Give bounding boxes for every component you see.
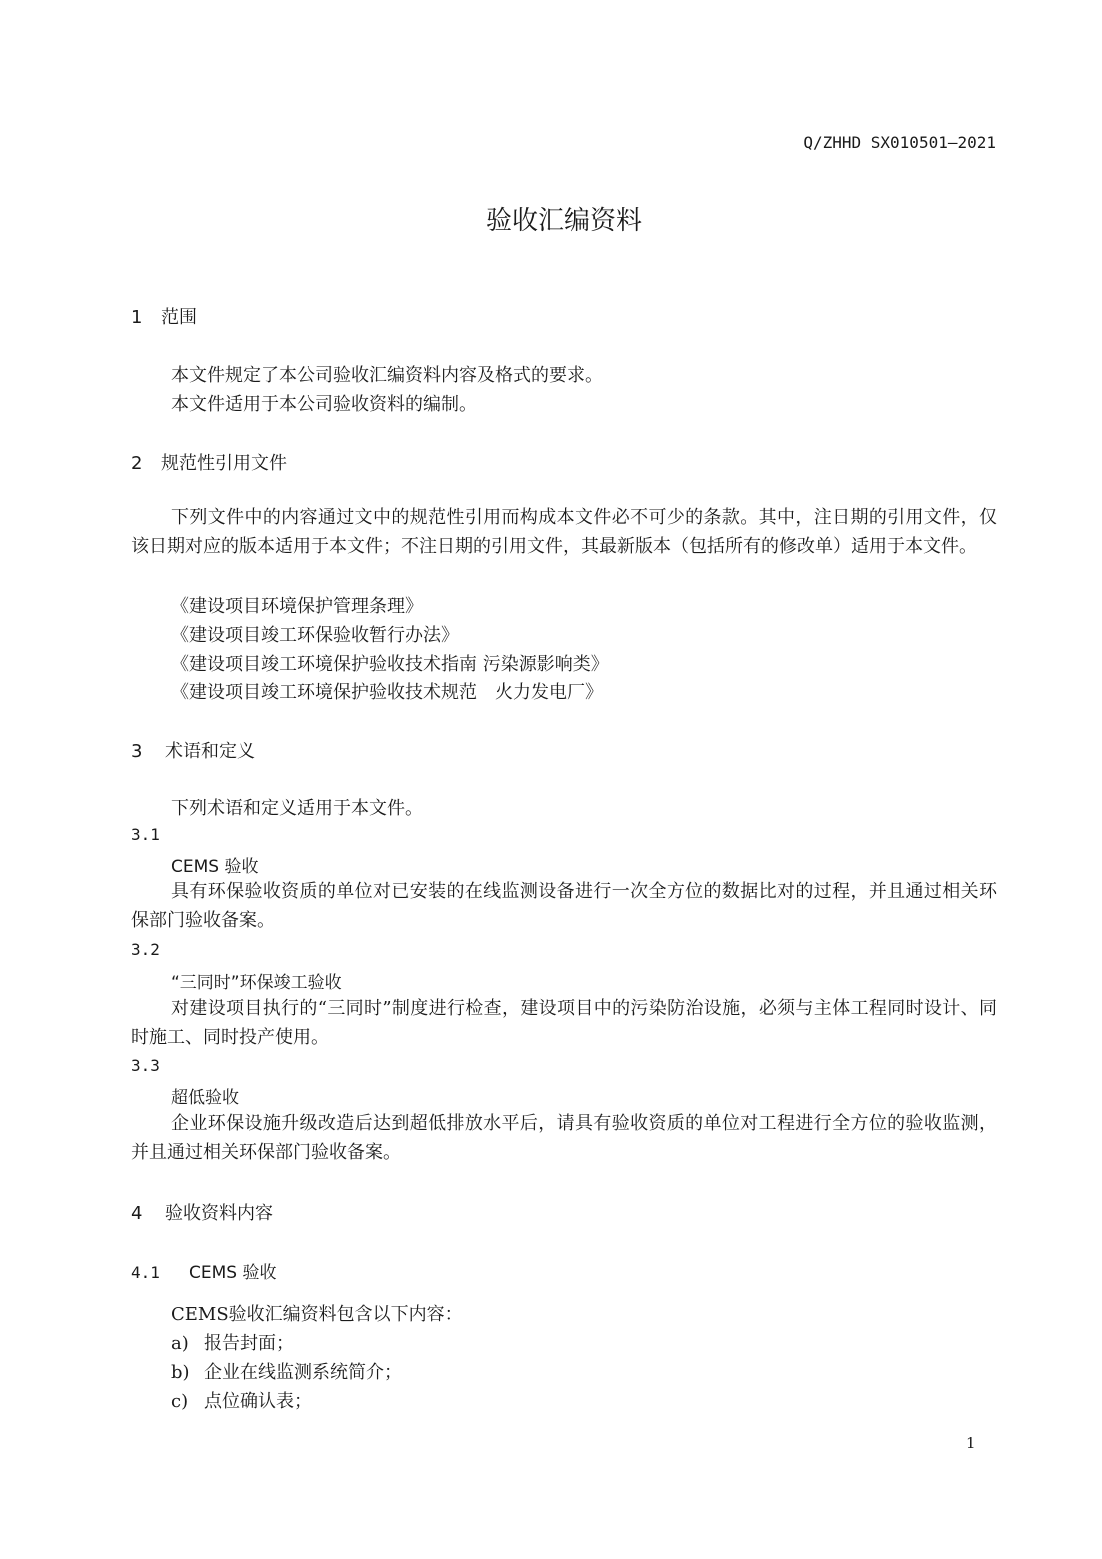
section-title: 范围 [161, 307, 197, 328]
section-title: 术语和定义 [165, 741, 255, 762]
term-number: 3.1 [131, 825, 160, 844]
term-name: CEMS 验收 [171, 857, 259, 877]
term-definition: 企业环保设施升级改造后达到超低排放水平后，请具有验收资质的单位对工程进行全方位的验收监测，并且通过相关环保部门验收备案。 [131, 1113, 997, 1163]
section-4-heading [131, 1199, 273, 1225]
term-number: 3.2 [131, 940, 160, 959]
term-name: 超低验收 [171, 1088, 239, 1108]
section-number: 4 [131, 1203, 143, 1224]
section-title: 规范性引用文件 [161, 453, 287, 474]
subsection-4-1-heading [131, 1258, 276, 1283]
reference-item: 《建设项目竣工环境保护验收技术指南 污染源影响类》 [171, 654, 609, 675]
paragraph: 本文件规定了本公司验收汇编资料内容及格式的要求。 [171, 365, 603, 386]
paragraph: 本文件适用于本公司验收资料的编制。 [171, 394, 477, 415]
list-text: 企业在线监测系统简介； [204, 1362, 402, 1383]
term-definition: 对建设项目执行的“三同时”制度进行检查，建设项目中的污染防治设施，必须与主体工程同时设计、同时施工、同时投产使用。 [131, 998, 997, 1048]
section-number: 2 [131, 453, 143, 474]
section-2-heading [131, 449, 287, 475]
list-label: b) [171, 1362, 190, 1383]
list-item [171, 1358, 402, 1384]
list-text: 报告封面； [204, 1333, 294, 1354]
reference-item: 《建设项目环境保护管理条理》 [171, 596, 423, 617]
paragraph: 下列文件中的内容通过文中的规范性引用而构成本文件必不可少的条款。其中，注日期的引用文件，仅该日期对应的版本适用于本文件；不注日期的引用文件，其最新版本（包括所有的修改单）适用于本文件。 [131, 507, 997, 557]
section-number: 3 [131, 741, 143, 762]
reference-item: 《建设项目竣工环境保护验收技术规范 火力发电厂》 [171, 682, 603, 703]
subsection-title: CEMS 验收 [189, 1263, 277, 1283]
list-label: c) [171, 1391, 189, 1412]
list-item [171, 1387, 312, 1413]
section-title: 验收资料内容 [165, 1203, 273, 1224]
subsection-number: 4.1 [131, 1263, 160, 1282]
paragraph: 下列术语和定义适用于本文件。 [171, 798, 423, 819]
document-title: 验收汇编资料 [485, 206, 642, 236]
reference-item: 《建设项目竣工环保验收暂行办法》 [171, 625, 459, 646]
term-name: “三同时”环保竣工验收 [171, 973, 342, 993]
paragraph: CEMS验收汇编资料包含以下内容： [171, 1304, 463, 1325]
list-label: a) [171, 1333, 189, 1354]
term-number: 3.3 [131, 1056, 160, 1075]
section-1-heading [131, 303, 197, 329]
term-definition: 具有环保验收资质的单位对已安装的在线监测设备进行一次全方位的数据比对的过程，并且通过相关环保部门验收备案。 [131, 881, 997, 931]
section-number: 1 [131, 307, 143, 328]
list-text: 点位确认表； [204, 1391, 312, 1412]
standard-code: Q/ZHHD SX010501—2021 [803, 133, 996, 152]
page-number: 1 [966, 1434, 976, 1452]
list-item [171, 1329, 294, 1355]
section-3-heading [131, 737, 255, 763]
